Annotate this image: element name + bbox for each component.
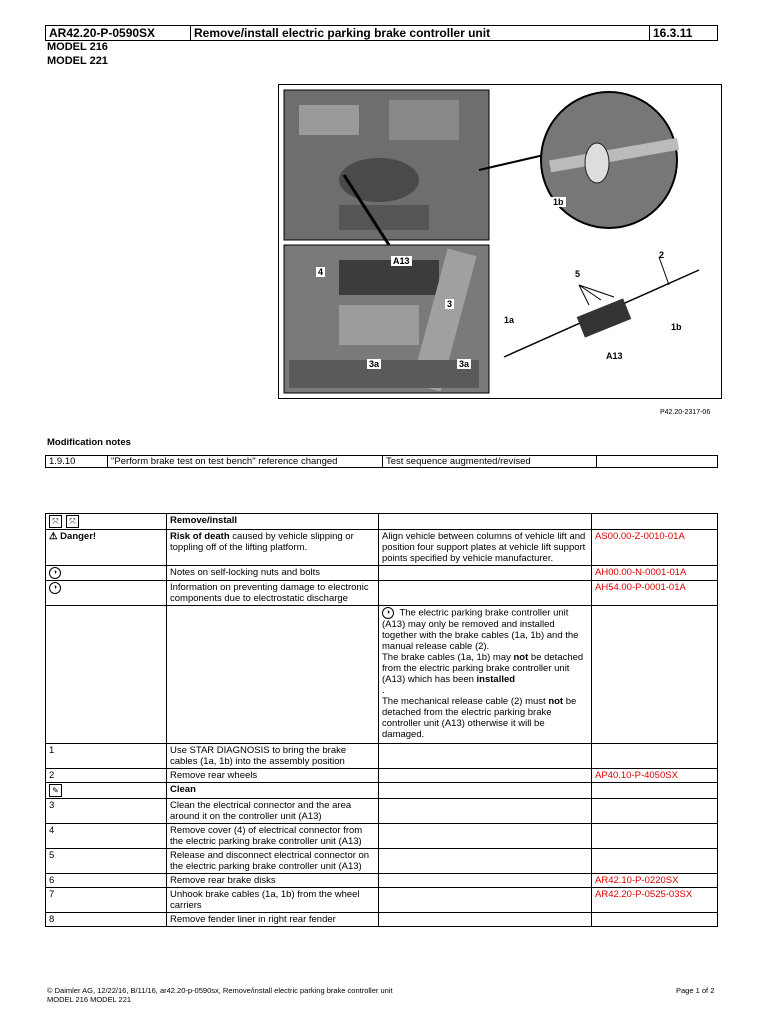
document-header-table <box>45 25 718 41</box>
controller-unit-drawing <box>577 298 632 337</box>
danger-cell: ⚠ Danger! <box>46 530 167 566</box>
link-ar42-20[interactable]: AR42.20-P-0525-03SX <box>592 888 718 913</box>
link-ar42-10[interactable]: AR42.10-P-0220SX <box>592 874 718 888</box>
procedure-table: ⤧ ⤧ Remove/install ⚠ Danger! Risk of death caused by vehicle slipping or toppling off of the lifting platform. Align vehicle between columns of vehicle lift and position four support plates at vehicle lift support points specified by vehicle manufacturer. AS00.00-Z-0010-01A ◑ Notes on self-locking nuts and bolts AH00.00-N-0001-01A ◑ Information on preventing damage to electronic components due to electrostatic discharge AH54.00-P-0001-01A ◑ The electric parking brake controller unit (A13) may only be removed and installed together with the brake cables (1a, 1b) and the manual release cable (2). The brake cables (1a, 1b) may not be detached from the electric parking brake controller unit (A13) which has been installed . The mechanical release cable (2) must not be detached from the electric parking brake controller unit (A13) otherwise it will be damaged. 1 Use STAR DIAGNOSIS to bring the brake cables (1a, 1b) into the assembly position 2 Remove rear wheels AP40.10-P-4050SX ✎ Clean 3 Clean the electrical connector and the area around it on the controller unit (A13) 4 Remove cover (4) of electrical connector from the electric parking brake controller unit (A13) 5 Release and disconnect electrical connector on the electric parking brake controller unit (A13) 6 Remove rear brake disks AR42.10-P-0220SX 7 Unhook brake cables (1a, 1b) from the wheel carriers AR42.20-P-0525-03SX 8 Remove fender liner in right rear fender <box>45 513 718 927</box>
remove-icon: ⤧ <box>49 515 62 528</box>
label-1b: 1b <box>671 322 682 332</box>
danger-instruction: Align vehicle between columns of vehicle lift and position four support plates at vehicle lift support points specified by vehicle manufacturer. <box>379 530 592 566</box>
modification-notes-title: Modification notes <box>47 437 131 448</box>
label-3a-right: 3a <box>459 359 470 369</box>
table-row: 1.9.10 "Perform brake test on test bench" reference changed Test sequence augmented/revised <box>46 456 718 468</box>
note-icon: ◑ <box>382 607 394 619</box>
document-date: 16.3.11 <box>650 26 718 41</box>
illustration-frame <box>278 84 722 399</box>
label-5: 5 <box>575 269 581 279</box>
table-row: 4 Remove cover (4) of electrical connector from the electric parking brake controller unit (A13) <box>46 824 718 849</box>
warning-icon: ⚠ <box>49 531 58 542</box>
remove-install-icons <box>46 514 167 530</box>
figure-reference: P42.20-2317-06 <box>660 409 711 416</box>
label-a13-photo: A13 <box>393 256 410 266</box>
footer-copyright: © Daimler AG, 12/22/16, B/11/16, ar42.20-p-0590sx, Remove/install electric parking brake controller unit <box>47 986 393 995</box>
table-row: 8 Remove fender liner in right rear fender <box>46 913 718 927</box>
table-row: 7 Unhook brake cables (1a, 1b) from the wheel carriers AR42.20-P-0525-03SX <box>46 888 718 913</box>
info-text: ◑ The electric parking brake controller unit (A13) may only be removed and installed together with the brake cables (1a, 1b) and the manual release cable (2). The brake cables (1a, 1b) may not be detached from the electric parking brake controller unit (A13) which has been installed . The mechanical release cable (2) must not be detached from the electric parking brake controller unit (A13) otherwise it will be damaged. <box>379 606 592 744</box>
footer-models: MODEL 216 MODEL 221 <box>47 995 132 1004</box>
label-1b-detail: 1b <box>553 197 564 207</box>
table-row: 1 Use STAR DIAGNOSIS to bring the brake cables (1a, 1b) into the assembly position <box>46 744 718 769</box>
link-ap40[interactable]: AP40.10-P-4050SX <box>592 769 718 783</box>
page-number: Page 1 of 2 <box>676 986 715 995</box>
install-icon: ⤧ <box>66 515 79 528</box>
link-ah54[interactable]: AH54.00-P-0001-01A <box>592 581 718 606</box>
table-row: 6 Remove rear brake disks AR42.10-P-0220SX <box>46 874 718 888</box>
table-row: 2 Remove rear wheels AP40.10-P-4050SX <box>46 769 718 783</box>
document-title: Remove/install electric parking brake controller unit <box>191 26 650 41</box>
document-code: AR42.20-P-0590SX <box>46 26 191 41</box>
table-row: ✎ Clean <box>46 783 718 799</box>
note-icon: ◑ <box>49 567 61 579</box>
note-icon: ◑ <box>49 582 61 594</box>
danger-text: Risk of death caused by vehicle slipping or toppling off of the lifting platform. <box>167 530 379 566</box>
model-216: MODEL 216 <box>47 41 108 53</box>
clean-icon: ✎ <box>49 784 62 797</box>
link-ah00[interactable]: AH00.00-N-0001-01A <box>592 566 718 581</box>
label-a13-diagram: A13 <box>606 351 623 361</box>
model-221: MODEL 221 <box>47 55 108 67</box>
parking-brake-illustration <box>279 85 721 398</box>
label-3a-left: 3a <box>369 359 380 369</box>
modification-notes-table <box>45 455 718 468</box>
label-3: 3 <box>447 299 453 309</box>
label-2: 2 <box>659 250 665 260</box>
table-row: 3 Clean the electrical connector and the area around it on the controller unit (A13) <box>46 799 718 824</box>
table-row: 5 Release and disconnect electrical connector on the electric parking brake controller unit (A13) <box>46 849 718 874</box>
link-as00[interactable]: AS00.00-Z-0010-01A <box>592 530 718 566</box>
label-1a: 1a <box>504 315 515 325</box>
procedure-header: Remove/install <box>167 514 379 530</box>
label-4: 4 <box>318 267 324 277</box>
